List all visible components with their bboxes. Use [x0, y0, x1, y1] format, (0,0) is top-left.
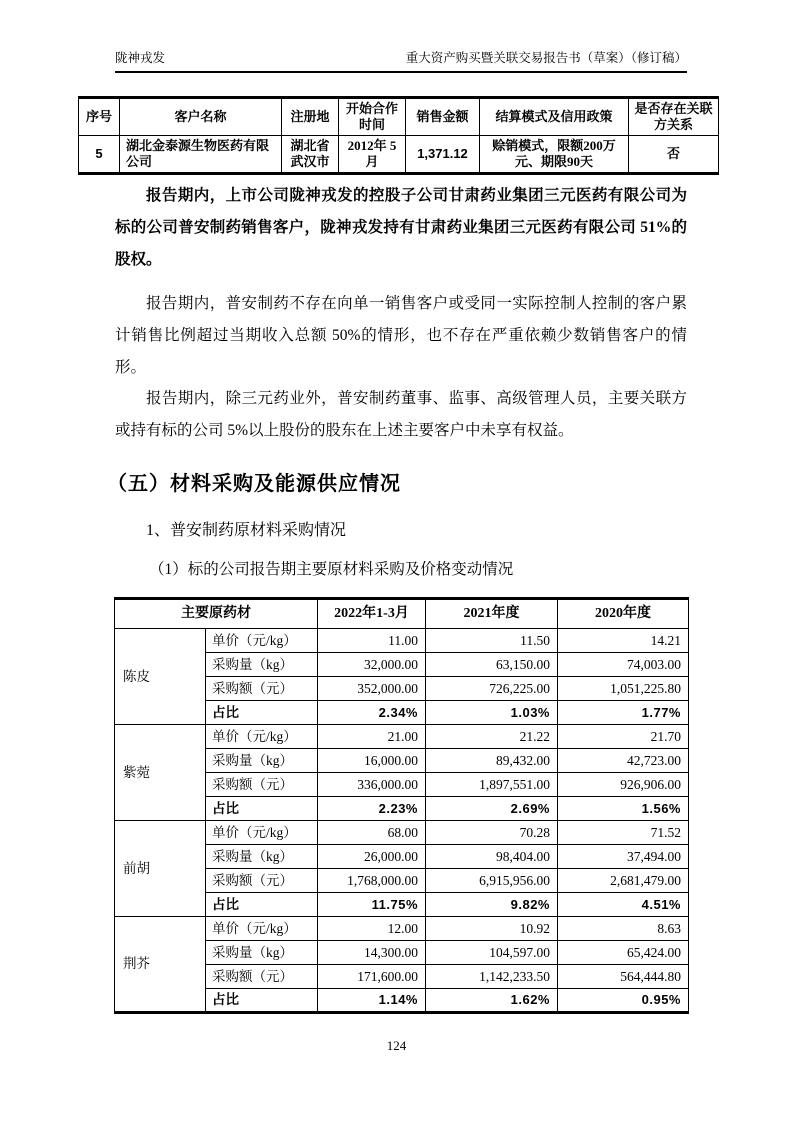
subsection-heading-1: 1、普安制药原材料采购情况 — [146, 522, 347, 539]
col-header-material: 主要原药材 — [115, 599, 318, 629]
table-cell: 8.63 — [558, 917, 689, 941]
table-cell: 74,003.00 — [558, 653, 689, 677]
metric-label: 占比 — [206, 989, 318, 1013]
table-cell: 63,150.00 — [426, 653, 558, 677]
col-header-start: 开始合作时间 — [339, 98, 406, 136]
cell-amount: 1,371.12 — [406, 136, 480, 174]
table-cell: 21.22 — [426, 725, 558, 749]
paragraph-concentration-statement: 报告期内，普安制药不存在向单一销售客户或受同一实际控制人控制的客户累计销售比例超过当期收入总额 50%的情形，也不存在严重依赖少数销售客户的情形。 — [115, 295, 687, 376]
col-header-policy: 结算模式及信用政策 — [480, 98, 629, 136]
col-header-related: 是否存在关联方关系 — [629, 98, 719, 136]
page-number: 124 — [386, 1038, 407, 1053]
metric-label: 采购量（kg） — [206, 845, 318, 869]
material-name: 陈皮 — [115, 629, 206, 725]
cell-related: 否 — [629, 136, 719, 174]
customer-table-header-row — [79, 98, 719, 136]
metric-label: 占比 — [206, 701, 318, 725]
table-cell: 1.77% — [558, 701, 689, 725]
col-header-2020: 2020年度 — [558, 599, 689, 629]
table-cell: 65,424.00 — [558, 941, 689, 965]
table-cell: 1,051,225.80 — [558, 677, 689, 701]
customer-table-section — [78, 96, 719, 175]
cell-seq: 5 — [79, 136, 120, 174]
table-cell: 1,897,551.00 — [426, 773, 558, 797]
purchase-table-section — [114, 597, 689, 1014]
table-cell: 564,444.80 — [558, 965, 689, 989]
table-cell: 21.00 — [318, 725, 426, 749]
cell-location: 湖北省武汉市 — [282, 136, 339, 174]
material-name: 紫菀 — [115, 725, 206, 821]
col-header-customer: 客户名称 — [120, 98, 282, 136]
table-cell: 6,915,956.00 — [426, 869, 558, 893]
table-cell: 1.62% — [426, 989, 558, 1013]
table-row — [115, 725, 689, 749]
table-cell: 98,404.00 — [426, 845, 558, 869]
table-cell: 14.21 — [558, 629, 689, 653]
customer-table — [78, 96, 719, 175]
purchase-table — [114, 597, 689, 1014]
table-cell: 2.23% — [318, 797, 426, 821]
table-cell: 68.00 — [318, 821, 426, 845]
metric-label: 采购量（kg） — [206, 749, 318, 773]
table-row — [115, 629, 689, 653]
metric-label: 占比 — [206, 893, 318, 917]
metric-label: 采购量（kg） — [206, 941, 318, 965]
table-cell: 11.75% — [318, 893, 426, 917]
table-cell: 9.82% — [426, 893, 558, 917]
col-header-amount: 销售金额 — [406, 98, 480, 136]
table-cell: 26,000.00 — [318, 845, 426, 869]
table-cell: 2.69% — [426, 797, 558, 821]
table-cell: 104,597.00 — [426, 941, 558, 965]
table-cell: 70.28 — [426, 821, 558, 845]
customer-table-row — [79, 136, 719, 174]
table-cell: 89,432.00 — [426, 749, 558, 773]
table-cell: 21.70 — [558, 725, 689, 749]
table-cell: 926,906.00 — [558, 773, 689, 797]
metric-label: 采购额（元） — [206, 773, 318, 797]
col-header-location: 注册地 — [282, 98, 339, 136]
metric-label: 单价（元/kg） — [206, 821, 318, 845]
table-row — [115, 917, 689, 941]
table-cell: 12.00 — [318, 917, 426, 941]
table-cell: 1.56% — [558, 797, 689, 821]
col-header-2021: 2021年度 — [426, 599, 558, 629]
metric-label: 采购额（元） — [206, 869, 318, 893]
cell-start-time: 2012年 5月 — [339, 136, 406, 174]
table-cell: 32,000.00 — [318, 653, 426, 677]
paragraph-holding-statement: 报告期内，上市公司陇神戎发的控股子公司甘肃药业集团三元医药有限公司为标的公司普安制药销售客户，陇神戎发持有甘肃药业集团三元医药有限公司 51%的股权。 — [115, 187, 687, 268]
table-cell: 10.92 — [426, 917, 558, 941]
header-company-name: 陇神戎发 — [115, 51, 166, 65]
page-header — [115, 48, 687, 73]
table-cell: 2.34% — [318, 701, 426, 725]
metric-label: 占比 — [206, 797, 318, 821]
table-cell: 4.51% — [558, 893, 689, 917]
table-cell: 1,142,233.50 — [426, 965, 558, 989]
table-cell: 0.95% — [558, 989, 689, 1013]
metric-label: 采购额（元） — [206, 965, 318, 989]
table-cell: 352,000.00 — [318, 677, 426, 701]
table-cell: 1.14% — [318, 989, 426, 1013]
material-name: 前胡 — [115, 821, 206, 917]
paragraph-interest-statement: 报告期内，除三元药业外，普安制药董事、监事、高级管理人员，主要关联方或持有标的公司 5%以上股份的股东在上述主要客户中未享有权益。 — [115, 390, 687, 439]
material-name: 荆芥 — [115, 917, 206, 1013]
section-heading: （五）材料采购及能源供应情况 — [107, 473, 401, 495]
table-cell: 336,000.00 — [318, 773, 426, 797]
table-cell: 11.50 — [426, 629, 558, 653]
purchase-table-header-row — [115, 599, 689, 629]
table-cell: 726,225.00 — [426, 677, 558, 701]
table-row — [115, 821, 689, 845]
table-cell: 71.52 — [558, 821, 689, 845]
table-cell: 16,000.00 — [318, 749, 426, 773]
table-cell: 171,600.00 — [318, 965, 426, 989]
table-cell: 14,300.00 — [318, 941, 426, 965]
metric-label: 采购量（kg） — [206, 653, 318, 677]
table-cell: 1,768,000.00 — [318, 869, 426, 893]
col-header-seq: 序号 — [79, 98, 120, 136]
table-cell: 1.03% — [426, 701, 558, 725]
metric-label: 单价（元/kg） — [206, 725, 318, 749]
subsection-heading-2: （1）标的公司报告期主要原材料采购及价格变动情况 — [149, 561, 514, 578]
cell-customer-name: 湖北金泰源生物医药有限公司 — [120, 136, 282, 174]
table-cell: 42,723.00 — [558, 749, 689, 773]
metric-label: 采购额（元） — [206, 677, 318, 701]
table-cell: 2,681,479.00 — [558, 869, 689, 893]
col-header-2022: 2022年1-3月 — [318, 599, 426, 629]
metric-label: 单价（元/kg） — [206, 629, 318, 653]
table-cell: 11.00 — [318, 629, 426, 653]
header-report-title: 重大资产购买暨关联交易报告书（草案）（修订稿） — [405, 51, 687, 65]
cell-policy: 赊销模式，限额200万元、期限90天 — [480, 136, 629, 174]
metric-label: 单价（元/kg） — [206, 917, 318, 941]
table-cell: 37,494.00 — [558, 845, 689, 869]
